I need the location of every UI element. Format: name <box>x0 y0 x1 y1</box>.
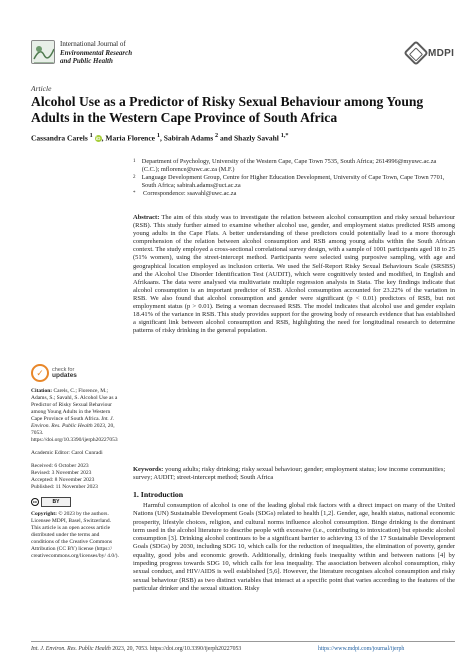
check-updates-icon: ✓ <box>31 364 49 382</box>
keywords-text: young adults; risky drinking; risky sexual behaviour; gender; employment status; low income communities; survey; AUDIT; street-intercept method; South Africa <box>133 466 446 482</box>
publisher-logo <box>407 44 454 62</box>
footer-citation <box>31 646 241 652</box>
author-separator: , <box>101 133 104 143</box>
citation-label: Citation: <box>31 388 53 394</box>
correspondence-text[interactable]: Correspondence: ssavahl@uwc.ac.za <box>143 190 237 197</box>
check-for-updates-button[interactable] <box>31 364 119 382</box>
footer-journal: Int. J. Environ. Res. Public Health <box>31 646 111 652</box>
cc-icon: cc <box>32 500 38 504</box>
author-name[interactable]: Cassandra Carels <box>31 133 88 143</box>
author-list <box>31 132 289 143</box>
cc-license-badge[interactable] <box>31 497 119 507</box>
citation-doi[interactable]: 2023, 20, 7053. https://doi.org/10.3390/ijerph20227053 <box>31 423 118 443</box>
author-and: and <box>220 133 233 143</box>
received-date: Received: 6 October 2023 <box>31 463 89 469</box>
published-date: Published: 11 November 2023 <box>31 484 98 490</box>
journal-line-1: International Journal of <box>60 40 126 48</box>
copyright-block <box>31 511 119 560</box>
revised-date: Revised: 3 November 2023 <box>31 470 92 476</box>
author-name[interactable]: Maria Florence <box>105 133 156 143</box>
affiliation-number: 2 <box>133 175 136 180</box>
academic-editor: Academic Editor: Carol Cunradi <box>31 450 103 456</box>
journal-line-2: Environmental Research <box>60 48 133 57</box>
affiliation-text: Department of Psychology, University of the Western Cape, Cape Town 7535, South Africa; 2614996@myuwc.ac.za (C.C.); mflorence@uwc.ac.za (M.F.) <box>141 158 437 173</box>
journal-line-3: and Public Health <box>60 57 113 65</box>
mdpi-logo-icon <box>403 40 428 65</box>
affiliation-item <box>133 158 453 174</box>
abstract-text: The aim of this study was to investigate the relation between alcohol consumption and risky sexual behaviour (RSB). This study further aimed to examine whether alcohol use, gender, and employment status predicted RSB among young adults in the Cape Flats. A better understanding of these predictors could potentially lead to a more thorough comprehension of the relation between alcohol consumption and RSB among young adults within the South African context. The study employed a cross-sectional correlational survey design, with a sample of 1001 participants aged 18 to 25 (51% women), using the street-intercept method. Participants were selected using purposive sampling, with age and geographical location employed as inclusion criteria. We used the Self-Report Risky Sexual Behaviours Scale (SRSBS) and the Alcohol Use Disorder Identification Test (AUDIT), which were cognitively tested and modified, in English and Afrikaans. The data were analysed via multivariate multiple regression analysis in Stata. The key findings indicate that alcohol consumption is an important predictor of RSB. Alcohol consumption accounted for 23.22% of the variation in RSB. We also found that alcohol consumption and gender were significant (p < 0.01) predictors of RSB, but not employment status (p > 0.01). Being a woman decreased RSB. The model indicates that alcohol use and gender explain 18.41% of the variance in RSB. This study provides support for the growing body of research evidence that has established a significant link between alcohol consumption and RSB, highlighting the need for longitudinal research to determine patterns of risky drinking in the general population. <box>133 214 455 335</box>
article-title: Alcohol Use as a Predictor of Risky Sexual Behaviour among Young Adults in the Western Cape Province of South Africa <box>31 94 424 125</box>
author-affil-sup: 1 <box>156 132 161 139</box>
cc-by-label: BY <box>41 497 71 507</box>
author-affil-sup: 1 <box>89 132 93 139</box>
affiliation-text: Language Development Group, Centre for Higher Education Development, University of Cape Town, Cape Town 7701, South Africa; sabirah.adams@uct.ac.za <box>141 174 445 189</box>
introduction-text: Harmful consumption of alcohol is one of the leading global risk factors with a direct impact on many of the United Nations (UN) Sustainable Development Goals (SDGs) related to health [1,2]. Gender, age, health status, national economic prosperity, lifestyle choices, religion, and cultural norms influence alcohol consumption. Binge drinking is the dominant term used in the alcohol literature to describe people with excessive (i.e., contributing to intoxication) but episodic alcohol consumption [3]. Drinking alcohol continues to be a significant barrier to achieving 13 of the 17 Sustainable Development Goals (SDGs) by 2030, including SDG 10, which calls for the reduction of inequalities, the elimination of poverty, gender equality, good jobs and economic growth. Additionally, drinking fuels inequality within and between nations [4] by impeding progress towards SDG 10, which calls for less inequality. The association between alcohol consumption, risky sexual conduct, and HIV/AIDS is well established [5,6]. However, the literature recognises alcohol consumption and risky sexual behaviour (RSB) as two distinct variables that interact at a specific point that varies according to the features of the particular drinker and the sexual situation. Risky <box>133 502 455 592</box>
section-heading: 1. Introduction <box>133 490 184 499</box>
footer-journal-link[interactable]: https://www.mdpi.com/journal/ijerph <box>318 646 405 652</box>
copyright-text: © 2023 by the authors. Licensee MDPI, Basel, Switzerland. This article is an open access article distributed under the terms and conditions of the Creative Commons Attribution (CC BY) license (https:// creativecommons.org/licenses/by/ 4.0/). <box>31 511 119 559</box>
affiliation-number: 1 <box>133 159 136 164</box>
accepted-date: Accepted: 8 November 2023 <box>31 477 95 483</box>
journal-name <box>60 40 132 66</box>
affiliations <box>133 158 453 198</box>
copyright-label: Copyright: <box>31 511 57 517</box>
footer-doi[interactable]: 2023, 20, 7053. https://doi.org/10.3390/ijerph20227053 <box>112 646 242 652</box>
publisher-name: MDPI <box>428 47 455 59</box>
abstract <box>133 214 455 335</box>
abstract-label: Abstract: <box>133 214 160 221</box>
keywords <box>133 466 455 482</box>
citation-text: Carels, C.; Florence, M.; Adams, S.; Savahl, S. Alcohol Use as a Predictor of Risky Sexual Behaviour among Young Adults in the Western Cape Province of South Africa. <box>31 388 118 422</box>
publication-dates <box>31 463 119 491</box>
author-separator: , <box>160 133 162 143</box>
citation-journal: Int. J. Environ. Res. Public Health <box>31 416 114 429</box>
author-name[interactable]: Shazly Savahl <box>234 133 279 143</box>
check-line-1: check for <box>52 366 75 373</box>
journal-logo <box>31 40 55 64</box>
orcid-icon[interactable]: iD <box>95 135 101 141</box>
affiliation-item <box>133 190 453 198</box>
check-line-2: updates <box>52 372 77 379</box>
article-sidebar <box>31 364 119 566</box>
footer-divider <box>31 641 455 642</box>
affiliation-number: * <box>133 191 136 196</box>
citation-block <box>31 388 119 444</box>
affiliation-item <box>133 174 453 190</box>
article-type: Article <box>31 84 52 93</box>
author-affil-sup: 2 <box>215 132 219 139</box>
author-name[interactable]: Sabirah Adams <box>163 133 214 143</box>
keywords-label: Keywords: <box>133 466 164 473</box>
author-affil-sup: 1,* <box>280 132 289 139</box>
